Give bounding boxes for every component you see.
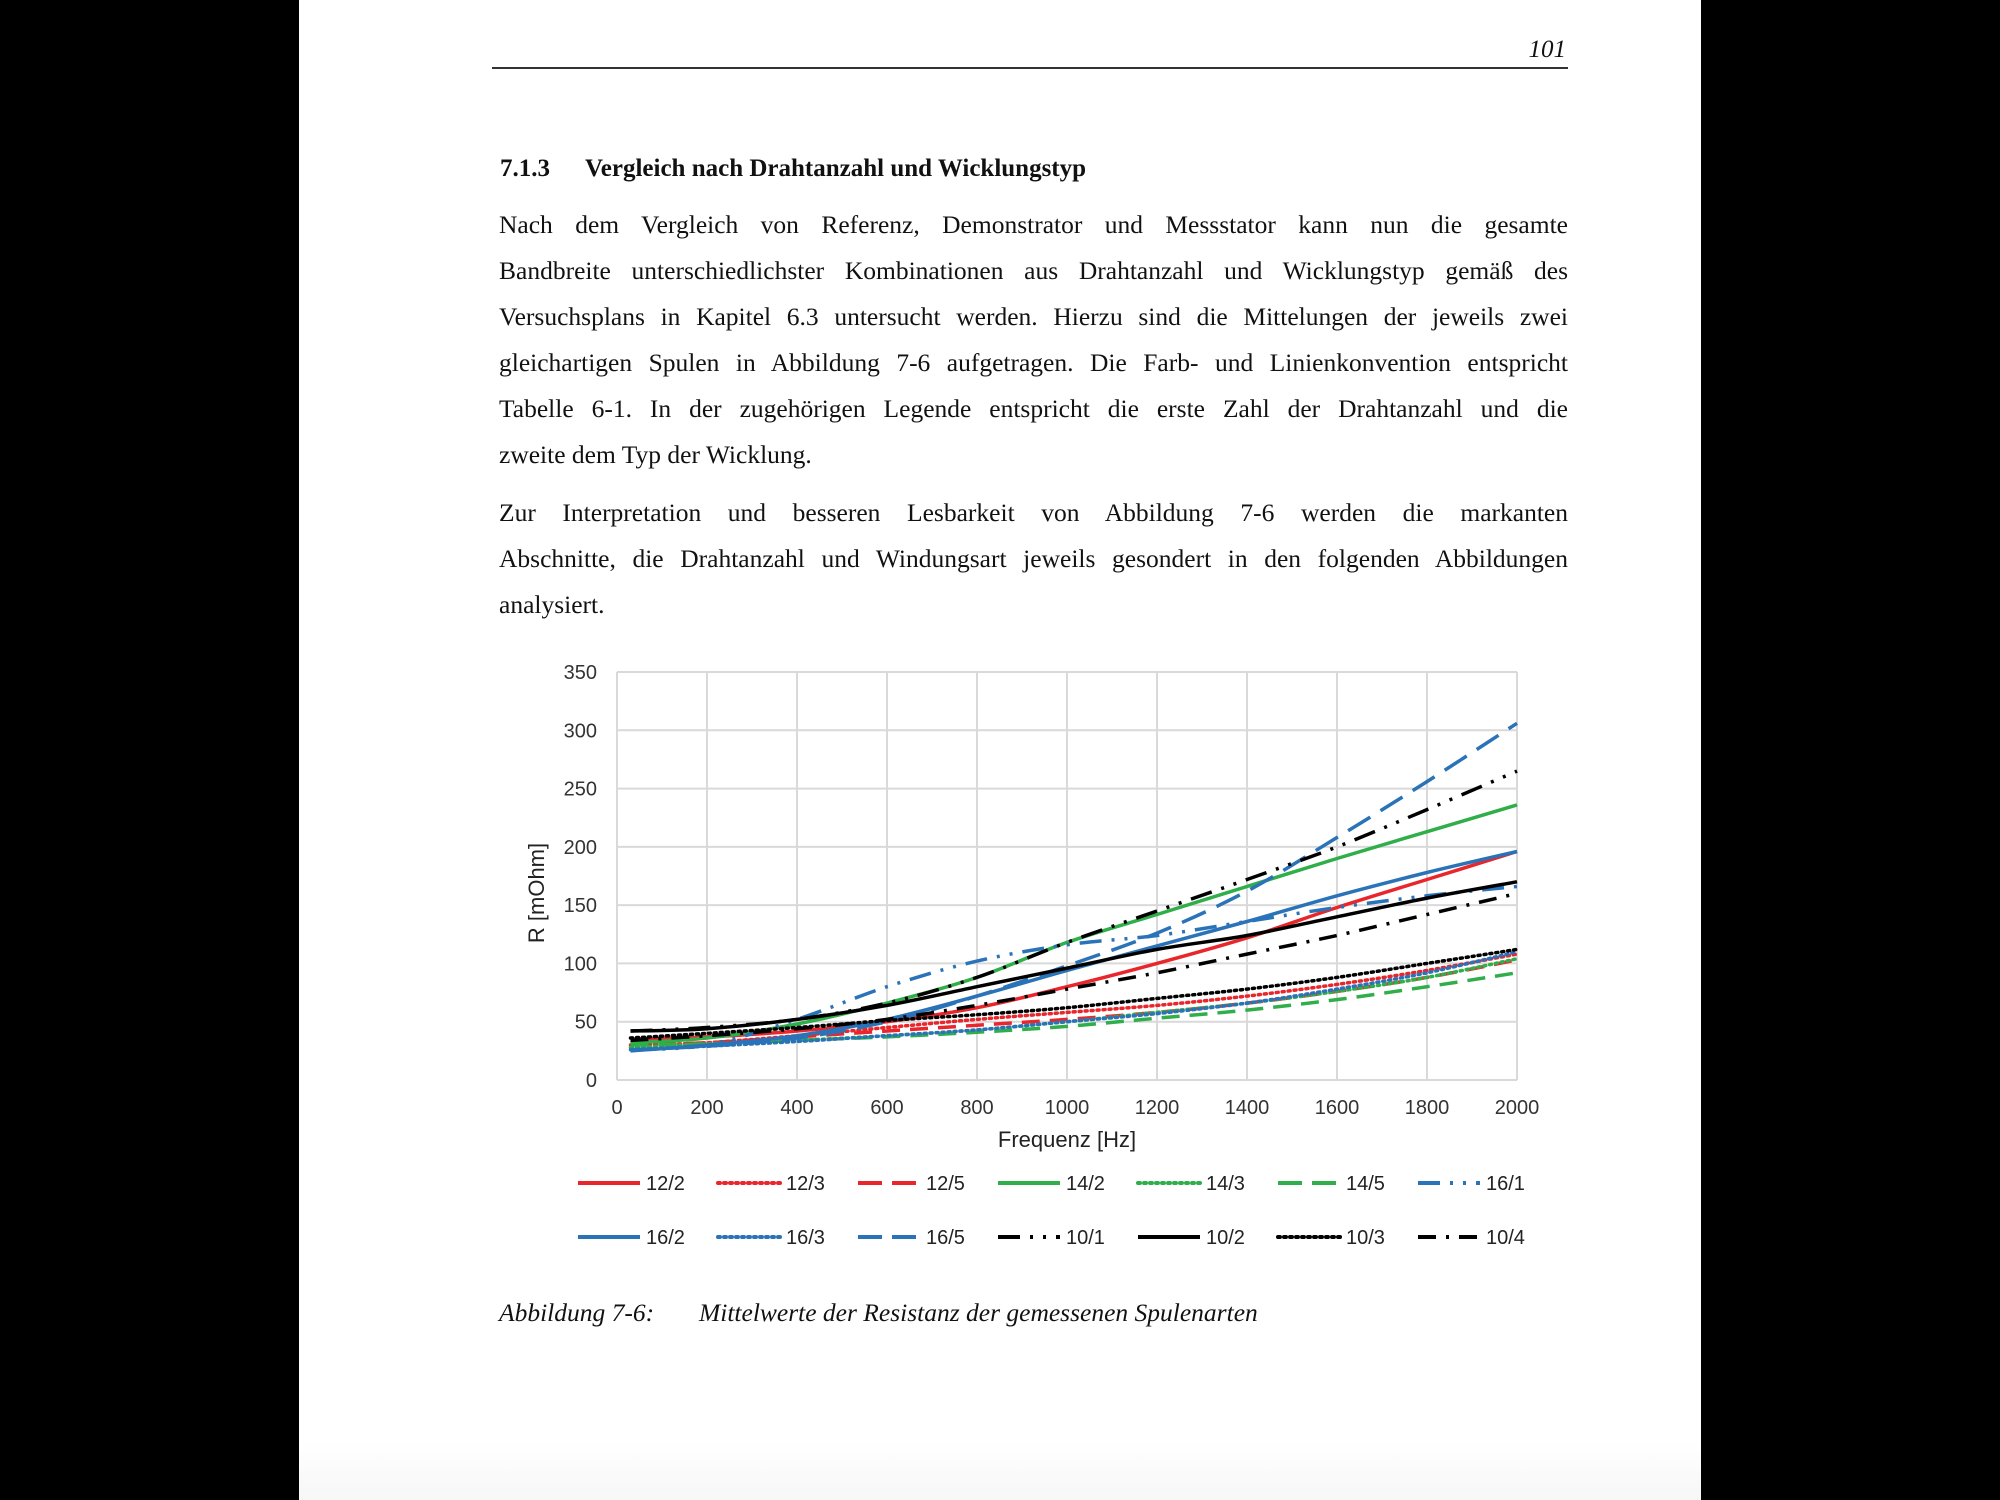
x-tick-label: 1600	[1314, 1097, 1360, 1119]
y-tick-label: 50	[574, 1011, 597, 1034]
y-tick-label: 150	[563, 895, 597, 918]
text-line: analysiert.	[499, 590, 605, 619]
legend-label: 12/2	[646, 1173, 685, 1195]
y-axis-title: R [mOhm]	[524, 842, 549, 944]
x-tick-label: 1400	[1224, 1097, 1270, 1119]
caption-number: Abbildung 7-6:	[499, 1298, 655, 1327]
text-line: Nach dem Vergleich von Referenz, Demonstrator und Messstator kann nun die gesamte	[499, 210, 1568, 239]
legend-label: 10/1	[1066, 1227, 1105, 1249]
header-rule	[492, 67, 1568, 69]
text-line: Tabelle 6-1. In der zugehörigen Legende entspricht die erste Zahl der Drahtanzahl und die	[499, 394, 1568, 423]
y-tick-label: 100	[563, 953, 597, 976]
x-tick-label: 200	[690, 1097, 724, 1119]
paragraph-1	[499, 202, 1568, 478]
text-line: Zur Interpretation und besseren Lesbarkeit von Abbildung 7-6 werden die markanten	[499, 498, 1568, 527]
legend-label: 16/2	[646, 1227, 685, 1249]
x-tick-label: 400	[780, 1097, 814, 1119]
figure-caption	[499, 1298, 1258, 1328]
text-line: zweite dem Typ der Wicklung.	[499, 440, 812, 469]
legend-label: 16/5	[926, 1227, 965, 1249]
y-tick-label: 300	[563, 720, 597, 743]
legend-label: 10/3	[1346, 1227, 1385, 1249]
text-line: gleichartigen Spulen in Abbildung 7-6 aufgetragen. Die Farb- und Linienkonvention entspricht	[499, 348, 1568, 377]
y-tick-label: 200	[563, 836, 597, 859]
x-tick-label: 2000	[1494, 1097, 1540, 1119]
y-tick-label: 0	[585, 1070, 597, 1092]
paragraph-2	[499, 490, 1568, 628]
section-title: Vergleich nach Drahtanzahl und Wicklungstyp	[585, 155, 1087, 182]
legend-label: 16/1	[1486, 1173, 1525, 1195]
x-tick-label: 800	[960, 1097, 994, 1119]
legend-label: 10/4	[1486, 1227, 1525, 1249]
y-tick-label: 250	[563, 778, 597, 801]
x-tick-label: 0	[611, 1097, 623, 1119]
text-line: Bandbreite unterschiedlichster Kombinationen aus Drahtanzahl und Wicklungstyp gemäß des	[499, 256, 1568, 285]
section-heading	[500, 155, 1086, 183]
x-tick-label: 1000	[1044, 1097, 1090, 1119]
legend-label: 14/5	[1346, 1173, 1385, 1195]
legend-label: 12/5	[926, 1173, 965, 1195]
caption-text: Mittelwerte der Resistanz der gemessenen Spulenarten	[699, 1298, 1258, 1327]
legend-label: 12/3	[786, 1173, 825, 1195]
section-number: 7.1.3	[500, 155, 550, 182]
x-tick-label: 1800	[1404, 1097, 1450, 1119]
page-number: 101	[1528, 36, 1566, 63]
x-tick-label: 600	[870, 1097, 904, 1119]
text-line: Abschnitte, die Drahtanzahl und Windungsart jeweils gesondert in den folgenden Abbildungen	[499, 544, 1568, 573]
y-tick-label: 350	[563, 662, 597, 684]
legend-label: 14/2	[1066, 1173, 1105, 1195]
x-axis-title: Frequenz [Hz]	[997, 1127, 1137, 1152]
x-tick-label: 1200	[1134, 1097, 1180, 1119]
legend-label: 16/3	[786, 1227, 825, 1249]
legend-label: 14/3	[1206, 1173, 1245, 1195]
legend-label: 10/2	[1206, 1227, 1245, 1249]
text-line: Versuchsplans in Kapitel 6.3 untersucht werden. Hierzu sind die Mittelungen der jeweils zwei	[499, 302, 1568, 331]
